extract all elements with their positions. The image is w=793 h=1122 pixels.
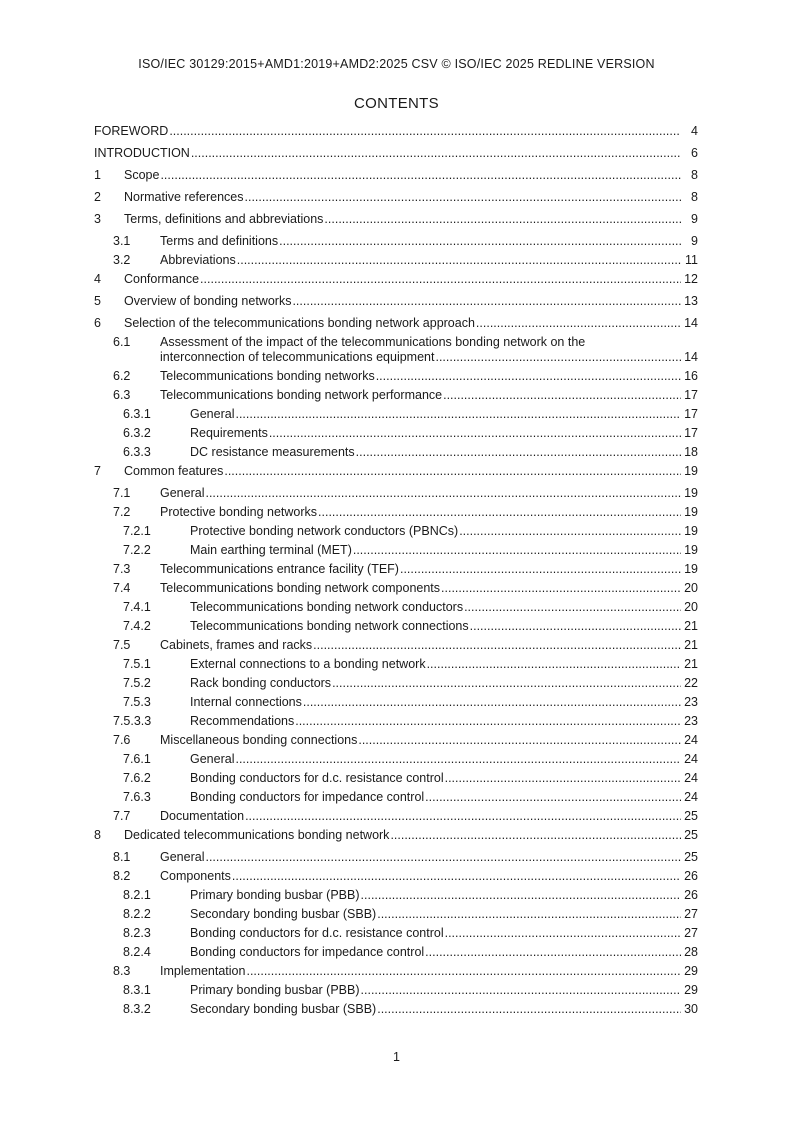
toc-entry-page: 9 xyxy=(691,212,698,226)
toc-entry-number: 7.4 xyxy=(113,581,131,595)
toc-entry-page: 14 xyxy=(684,350,698,364)
toc-entry-title: Telecommunications bonding network performance xyxy=(160,388,443,402)
toc-dot-leader xyxy=(400,562,681,577)
toc-entry-page: 8 xyxy=(691,190,698,204)
toc-dot-leader xyxy=(246,964,681,979)
toc-dot-leader xyxy=(459,524,681,539)
toc-entry[interactable] xyxy=(94,445,698,460)
toc-entry-page: 24 xyxy=(684,733,698,747)
toc-dot-leader xyxy=(237,253,681,268)
toc-entry[interactable] xyxy=(94,543,698,558)
toc-entry-number: 6.2 xyxy=(113,369,131,383)
toc-entry[interactable] xyxy=(94,1002,698,1017)
toc-entry-page: 18 xyxy=(684,445,698,459)
toc-entry-title: Telecommunications bonding network connections xyxy=(190,619,469,633)
toc-entry-page: 29 xyxy=(684,964,698,978)
toc-entry-title: Protective bonding network conductors (PBNCs) xyxy=(190,524,459,538)
toc-entry-number: 7.5 xyxy=(113,638,131,652)
toc-entry-page: 17 xyxy=(684,407,698,421)
toc-entry[interactable] xyxy=(94,600,698,615)
toc-dot-leader xyxy=(235,752,681,767)
toc-entry[interactable] xyxy=(94,828,698,843)
toc-entry-page: 17 xyxy=(684,388,698,402)
toc-entry-page: 21 xyxy=(684,638,698,652)
toc-entry[interactable] xyxy=(94,619,698,634)
toc-entry-number: 8.2 xyxy=(113,869,131,883)
toc-entry-title: Terms, definitions and abbreviations xyxy=(124,212,324,226)
page-title: CONTENTS xyxy=(354,95,439,112)
toc-entry-number: 7.7 xyxy=(113,809,131,823)
toc-entry-number: 5 xyxy=(94,294,101,308)
toc-entry-number: 7.2 xyxy=(113,505,131,519)
toc-entry[interactable] xyxy=(94,190,698,205)
toc-dot-leader xyxy=(292,294,681,309)
toc-entry[interactable] xyxy=(94,983,698,998)
toc-dot-leader xyxy=(425,790,681,805)
toc-entry-title: Primary bonding busbar (PBB) xyxy=(190,888,360,902)
toc-entry-number: 7.6 xyxy=(113,733,131,747)
toc-dot-leader xyxy=(361,888,681,903)
toc-entry-number: 6.3 xyxy=(113,388,131,402)
toc-entry-title: Main earthing terminal (MET) xyxy=(190,543,352,557)
toc-entry-title: Secondary bonding busbar (SBB) xyxy=(190,907,377,921)
toc-entry-number: 6.3.1 xyxy=(123,407,151,421)
toc-entry-number: 8.3 xyxy=(113,964,131,978)
toc-entry-number: 3.1 xyxy=(113,234,131,248)
table-of-contents xyxy=(94,124,698,1017)
toc-entry-number: 6.3.2 xyxy=(123,426,151,440)
toc-entry-title: Assessment of the impact of the telecommunications bonding network on the xyxy=(160,335,586,349)
toc-entry[interactable] xyxy=(94,234,698,249)
toc-entry-page: 19 xyxy=(684,464,698,478)
toc-entry[interactable] xyxy=(94,907,698,922)
toc-entry-page: 25 xyxy=(684,809,698,823)
toc-entry-page: 28 xyxy=(684,945,698,959)
toc-entry-title: Miscellaneous bonding connections xyxy=(160,733,358,747)
toc-entry[interactable] xyxy=(94,809,698,824)
toc-entry-title: Bonding conductors for d.c. resistance control xyxy=(190,926,444,940)
toc-entry-number: 7.4.1 xyxy=(123,600,151,614)
toc-entry[interactable] xyxy=(94,426,698,441)
toc-entry-page: 23 xyxy=(684,695,698,709)
toc-entry[interactable] xyxy=(94,253,698,268)
toc-entry-title: Components xyxy=(160,869,231,883)
toc-entry-page: 24 xyxy=(684,771,698,785)
toc-dot-leader xyxy=(356,445,681,460)
toc-entry-page: 26 xyxy=(684,869,698,883)
toc-entry[interactable] xyxy=(94,505,698,520)
toc-entry[interactable] xyxy=(94,733,698,748)
toc-entry-title: Conformance xyxy=(124,272,200,286)
toc-entry[interactable] xyxy=(94,335,698,365)
toc-entry-page: 19 xyxy=(684,562,698,576)
toc-entry-page: 20 xyxy=(684,581,698,595)
toc-entry-number: 7 xyxy=(94,464,101,478)
toc-entry-title: Bonding conductors for d.c. resistance control xyxy=(190,771,444,785)
toc-entry-number: 7.1 xyxy=(113,486,131,500)
toc-entry-number: 7.6.3 xyxy=(123,790,151,804)
toc-entry[interactable] xyxy=(94,790,698,805)
toc-entry[interactable] xyxy=(94,945,698,960)
toc-entry-page: 19 xyxy=(684,505,698,519)
toc-dot-leader xyxy=(377,1002,681,1017)
toc-entry-title: Telecommunications bonding network components xyxy=(160,581,441,595)
toc-dot-leader xyxy=(445,771,681,786)
toc-entry[interactable] xyxy=(94,316,698,331)
toc-entry[interactable] xyxy=(94,272,698,287)
toc-entry-number: 7.6.2 xyxy=(123,771,151,785)
toc-entry-title: Telecommunications bonding network conductors xyxy=(190,600,464,614)
toc-entry-number: 8 xyxy=(94,828,101,842)
toc-entry[interactable] xyxy=(94,146,698,161)
toc-dot-leader xyxy=(303,695,681,710)
toc-entry-title: Documentation xyxy=(160,809,245,823)
toc-entry-title: External connections to a bonding network xyxy=(190,657,426,671)
toc-dot-leader xyxy=(470,619,681,634)
toc-dot-leader xyxy=(324,212,681,227)
toc-entry-title: Secondary bonding busbar (SBB) xyxy=(190,1002,377,1016)
toc-entry-page: 24 xyxy=(684,790,698,804)
toc-entry-page: 4 xyxy=(691,124,698,138)
toc-entry-number: 6.1 xyxy=(113,335,131,349)
toc-entry-number: 8.2.4 xyxy=(123,945,151,959)
toc-entry-title: Recommendations xyxy=(190,714,295,728)
toc-entry[interactable] xyxy=(94,464,698,479)
toc-entry-page: 21 xyxy=(684,619,698,633)
toc-entry-title: Normative references xyxy=(124,190,244,204)
toc-entry-number: 7.4.2 xyxy=(123,619,151,633)
toc-dot-leader xyxy=(377,907,681,922)
toc-dot-leader xyxy=(353,543,681,558)
toc-entry[interactable] xyxy=(94,869,698,884)
toc-entry-title: FOREWORD xyxy=(94,124,169,138)
toc-entry-page: 19 xyxy=(684,486,698,500)
toc-dot-leader xyxy=(313,638,681,653)
toc-dot-leader xyxy=(427,657,681,672)
toc-entry[interactable] xyxy=(94,124,698,139)
toc-entry-title: General xyxy=(160,850,205,864)
toc-dot-leader xyxy=(205,486,681,501)
toc-dot-leader xyxy=(476,316,681,331)
toc-entry-title: Primary bonding busbar (PBB) xyxy=(190,983,360,997)
toc-entry[interactable] xyxy=(94,657,698,672)
toc-dot-leader xyxy=(269,426,681,441)
toc-entry-number: 8.2.1 xyxy=(123,888,151,902)
toc-dot-leader xyxy=(318,505,681,520)
toc-entry-page: 22 xyxy=(684,676,698,690)
toc-entry-title: Dedicated telecommunications bonding network xyxy=(124,828,390,842)
toc-entry-number: 4 xyxy=(94,272,101,286)
toc-entry[interactable] xyxy=(94,168,698,183)
toc-entry-number: 8.3.2 xyxy=(123,1002,151,1016)
toc-entry-page: 26 xyxy=(684,888,698,902)
toc-entry-title: Protective bonding networks xyxy=(160,505,318,519)
toc-entry[interactable] xyxy=(94,388,698,403)
toc-entry-page: 19 xyxy=(684,524,698,538)
toc-entry[interactable] xyxy=(94,524,698,539)
toc-entry-page: 16 xyxy=(684,369,698,383)
toc-entry[interactable] xyxy=(94,581,698,596)
toc-entry[interactable] xyxy=(94,888,698,903)
toc-entry-number: 3.2 xyxy=(113,253,131,267)
toc-entry[interactable] xyxy=(94,964,698,979)
toc-entry[interactable] xyxy=(94,676,698,691)
toc-entry[interactable] xyxy=(94,212,698,227)
toc-entry[interactable] xyxy=(94,850,698,865)
document-header: ISO/IEC 30129:2015+AMD1:2019+AMD2:2025 CSV © ISO/IEC 2025 REDLINE VERSION xyxy=(138,57,655,71)
toc-entry-page: 8 xyxy=(691,168,698,182)
toc-dot-leader xyxy=(232,869,681,884)
toc-dot-leader xyxy=(332,676,681,691)
toc-dot-leader xyxy=(279,234,681,249)
toc-dot-leader xyxy=(443,388,681,403)
toc-entry-page: 21 xyxy=(684,657,698,671)
toc-dot-leader xyxy=(445,926,681,941)
toc-dot-leader xyxy=(235,407,681,422)
toc-entry-number: 8.2.2 xyxy=(123,907,151,921)
toc-dot-leader xyxy=(169,124,681,139)
page-number: 1 xyxy=(393,1050,400,1064)
toc-entry[interactable] xyxy=(94,369,698,384)
toc-dot-leader xyxy=(376,369,681,384)
toc-entry-page: 9 xyxy=(691,234,698,248)
toc-entry-number: 8.1 xyxy=(113,850,131,864)
toc-entry-page: 17 xyxy=(684,426,698,440)
toc-entry-number: 7.6.1 xyxy=(123,752,151,766)
toc-entry[interactable] xyxy=(94,714,698,729)
toc-entry-page: 30 xyxy=(684,1002,698,1016)
toc-entry-page: 19 xyxy=(684,543,698,557)
toc-entry-number: 8.3.1 xyxy=(123,983,151,997)
toc-entry-title: Bonding conductors for impedance control xyxy=(190,945,425,959)
toc-entry-number: 1 xyxy=(94,168,101,182)
toc-dot-leader xyxy=(245,190,682,205)
toc-entry-number: 6 xyxy=(94,316,101,330)
toc-entry[interactable] xyxy=(94,771,698,786)
toc-entry-page: 12 xyxy=(684,272,698,286)
toc-dot-leader xyxy=(425,945,681,960)
toc-dot-leader xyxy=(361,983,681,998)
toc-dot-leader xyxy=(160,168,681,183)
toc-entry-number: 7.2.2 xyxy=(123,543,151,557)
toc-entry-title: Terms and definitions xyxy=(160,234,279,248)
toc-entry-number: 7.5.1 xyxy=(123,657,151,671)
toc-entry-title: Cabinets, frames and racks xyxy=(160,638,313,652)
toc-entry-title: Requirements xyxy=(190,426,268,440)
toc-entry-title: Selection of the telecommunications bonding network approach xyxy=(124,316,475,330)
toc-entry-title: General xyxy=(160,486,205,500)
toc-entry-page: 29 xyxy=(684,983,698,997)
toc-entry-number: 8.2.3 xyxy=(123,926,151,940)
toc-dot-leader xyxy=(200,272,681,287)
toc-entry-title: Scope xyxy=(124,168,160,182)
toc-entry-title: Internal connections xyxy=(190,695,302,709)
toc-entry-number: 2 xyxy=(94,190,101,204)
toc-dot-leader xyxy=(224,464,681,479)
toc-entry[interactable] xyxy=(94,752,698,767)
toc-entry-page: 25 xyxy=(684,828,698,842)
toc-entry-number: 7.2.1 xyxy=(123,524,151,538)
toc-entry-title: General xyxy=(190,407,235,421)
toc-entry-title: Common features xyxy=(124,464,224,478)
toc-entry-title: General xyxy=(190,752,235,766)
toc-dot-leader xyxy=(205,850,681,865)
toc-entry[interactable] xyxy=(94,695,698,710)
toc-entry-number: 7.5.3.3 xyxy=(113,714,152,728)
toc-entry-number: 7.3 xyxy=(113,562,131,576)
toc-dot-leader xyxy=(441,581,681,596)
toc-entry-number: 7.5.3 xyxy=(123,695,151,709)
toc-dot-leader xyxy=(358,733,681,748)
toc-entry-title: Telecommunications bonding networks xyxy=(160,369,375,383)
toc-entry-page: 14 xyxy=(684,316,698,330)
toc-entry-page: 25 xyxy=(684,850,698,864)
toc-entry-number: 6.3.3 xyxy=(123,445,151,459)
toc-entry-page: 20 xyxy=(684,600,698,614)
toc-dot-leader xyxy=(295,714,681,729)
toc-entry-page: 27 xyxy=(684,907,698,921)
toc-entry[interactable] xyxy=(94,486,698,501)
toc-entry-title: Overview of bonding networks xyxy=(124,294,292,308)
toc-dot-leader xyxy=(464,600,681,615)
toc-entry-page: 13 xyxy=(684,294,698,308)
toc-entry-page: 6 xyxy=(691,146,698,160)
toc-entry-title: INTRODUCTION xyxy=(94,146,190,160)
toc-entry-page: 27 xyxy=(684,926,698,940)
toc-entry[interactable] xyxy=(94,407,698,422)
toc-entry[interactable] xyxy=(94,562,698,577)
toc-dot-leader xyxy=(390,828,681,843)
toc-entry-title: Implementation xyxy=(160,964,246,978)
toc-entry-page: 24 xyxy=(684,752,698,766)
toc-entry-number: 7.5.2 xyxy=(123,676,151,690)
toc-entry-title: Abbreviations xyxy=(160,253,236,267)
toc-entry-title: Telecommunications entrance facility (TEF) xyxy=(160,562,399,576)
toc-dot-leader xyxy=(435,350,681,365)
toc-entry-page: 11 xyxy=(685,253,698,267)
toc-entry-title-continuation: interconnection of telecommunications equipment xyxy=(160,350,435,364)
toc-entry-title: DC resistance measurements xyxy=(190,445,355,459)
toc-entry[interactable] xyxy=(94,926,698,941)
toc-entry-title: Rack bonding conductors xyxy=(190,676,332,690)
toc-dot-leader xyxy=(245,809,681,824)
toc-entry-number: 3 xyxy=(94,212,101,226)
toc-entry[interactable] xyxy=(94,294,698,309)
toc-entry[interactable] xyxy=(94,638,698,653)
toc-entry-title: Bonding conductors for impedance control xyxy=(190,790,425,804)
toc-entry-page: 23 xyxy=(684,714,698,728)
toc-dot-leader xyxy=(191,146,681,161)
